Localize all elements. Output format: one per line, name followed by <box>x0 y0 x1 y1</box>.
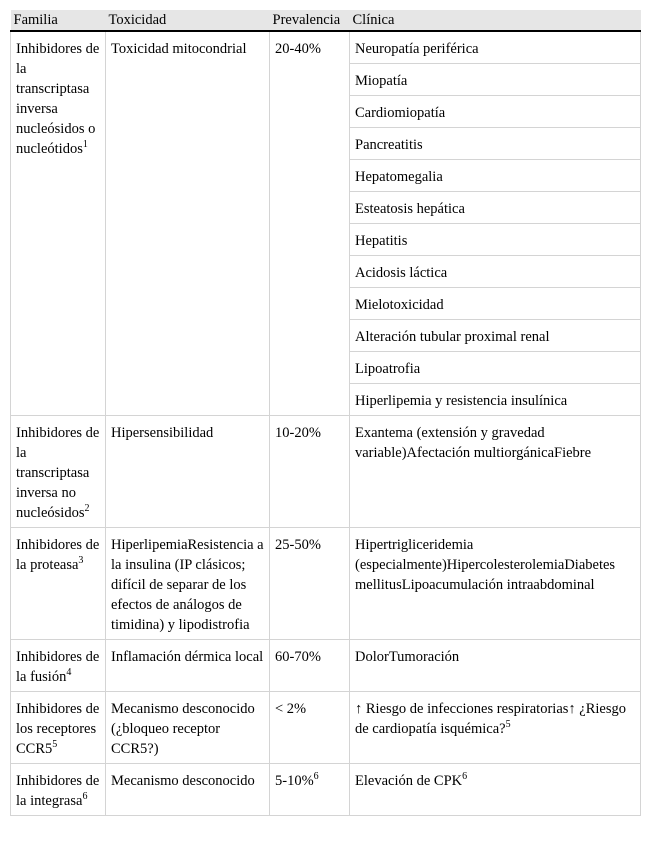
familia-cell <box>11 692 106 764</box>
table-row <box>11 692 641 764</box>
table-body <box>11 31 641 816</box>
clinica-text: Exantema (extensión y gravedad variable)Afectación multiorgánicaFiebre <box>355 425 592 461</box>
clinica-cell <box>350 192 641 224</box>
prevalencia-text: < 2% <box>275 701 307 717</box>
prevalencia-text: 60-70% <box>275 649 321 665</box>
familia-cell <box>11 31 106 416</box>
table-row <box>11 31 641 64</box>
clinica-cell <box>350 256 641 288</box>
clinica-footnote: 5 <box>505 719 511 730</box>
clinica-cell <box>350 320 641 352</box>
clinica-cell <box>350 528 641 640</box>
table-row <box>11 416 641 528</box>
clinica-text: Alteración tubular proximal renal <box>355 329 550 345</box>
table-row <box>11 528 641 640</box>
prevalencia-cell <box>270 764 350 816</box>
clinica-text: Cardiomiopatía <box>355 105 446 121</box>
toxicidad-cell: HiperlipemiaResistencia a la insulina (IP clásicos; difícil de separar de los efectos de análogos de timidina) y lipodistrofia <box>106 528 270 640</box>
toxicidad-cell: Toxicidad mitocondrial <box>106 31 270 416</box>
clinica-text: Acidosis láctica <box>355 265 448 281</box>
header-prevalencia: Prevalencia <box>270 10 350 31</box>
header-toxicidad: Toxicidad <box>106 10 270 31</box>
familia-text: Inhibidores de la transcriptasa inversa no nucleósidos <box>16 425 100 521</box>
familia-cell <box>11 416 106 528</box>
toxicidad-cell: Mecanismo desconocido <box>106 764 270 816</box>
clinica-cell <box>350 384 641 416</box>
toxicidad-cell: Inflamación dérmica local <box>106 640 270 692</box>
clinica-cell <box>350 764 641 816</box>
clinica-cell <box>350 64 641 96</box>
familia-cell <box>11 764 106 816</box>
toxicity-table <box>10 10 641 816</box>
table-row <box>11 764 641 816</box>
familia-footnote: 5 <box>52 739 58 750</box>
table-row <box>11 640 641 692</box>
clinica-text: Hepatitis <box>355 233 408 249</box>
familia-cell <box>11 640 106 692</box>
prevalencia-cell <box>270 31 350 416</box>
header-clinica: Clínica <box>350 10 641 31</box>
prevalencia-cell <box>270 528 350 640</box>
header-row <box>11 10 641 31</box>
clinica-text: Lipoatrofia <box>355 361 421 377</box>
prevalencia-cell <box>270 416 350 528</box>
familia-footnote: 4 <box>66 667 72 678</box>
prevalencia-footnote: 6 <box>313 771 319 782</box>
clinica-cell <box>350 692 641 764</box>
prevalencia-cell <box>270 692 350 764</box>
clinica-cell <box>350 128 641 160</box>
clinica-cell <box>350 416 641 528</box>
clinica-text: Neuropatía periférica <box>355 41 479 57</box>
prevalencia-text: 20-40% <box>275 41 321 57</box>
clinica-cell <box>350 31 641 64</box>
clinica-text: Esteatosis hepática <box>355 201 465 217</box>
prevalencia-text: 10-20% <box>275 425 321 441</box>
clinica-cell <box>350 224 641 256</box>
clinica-text: Hepatomegalia <box>355 169 443 185</box>
clinica-text: Hipertrigliceridemia (especialmente)HipercolesterolemiaDiabetes mellitusLipoacumulación intraabdominal <box>355 537 616 593</box>
clinica-text: DolorTumoración <box>355 649 460 665</box>
clinica-cell <box>350 288 641 320</box>
familia-text: Inhibidores de los receptores CCR5 <box>16 701 100 757</box>
header-familia: Familia <box>11 10 106 31</box>
clinica-text: Elevación de CPK <box>355 773 463 789</box>
prevalencia-text: 5-10% <box>275 773 314 789</box>
familia-text: Inhibidores de la integrasa <box>16 773 100 809</box>
toxicidad-cell: Hipersensibilidad <box>106 416 270 528</box>
clinica-text: Pancreatitis <box>355 137 423 153</box>
toxicidad-cell: Mecanismo desconocido (¿bloqueo receptor CCR5?) <box>106 692 270 764</box>
familia-footnote: 2 <box>84 503 90 514</box>
prevalencia-cell <box>270 640 350 692</box>
clinica-footnote: 6 <box>462 771 468 782</box>
familia-footnote: 1 <box>82 139 88 150</box>
clinica-text: Miopatía <box>355 73 408 89</box>
prevalencia-text: 25-50% <box>275 537 321 553</box>
clinica-text: Mielotoxicidad <box>355 297 444 313</box>
familia-text: Inhibidores de la transcriptasa inversa nucleósidos o nucleótidos <box>16 41 100 157</box>
clinica-cell <box>350 352 641 384</box>
clinica-cell <box>350 640 641 692</box>
familia-footnote: 6 <box>82 791 88 802</box>
familia-cell <box>11 528 106 640</box>
familia-footnote: 3 <box>78 555 84 566</box>
familia-text: Inhibidores de la proteasa <box>16 537 100 573</box>
clinica-text: Hiperlipemia y resistencia insulínica <box>355 393 568 409</box>
clinica-text: ↑ Riesgo de infecciones respiratorias↑ ¿Riesgo de cardiopatía isquémica? <box>355 701 626 737</box>
familia-text: Inhibidores de la fusión <box>16 649 100 685</box>
clinica-cell <box>350 160 641 192</box>
clinica-cell <box>350 96 641 128</box>
